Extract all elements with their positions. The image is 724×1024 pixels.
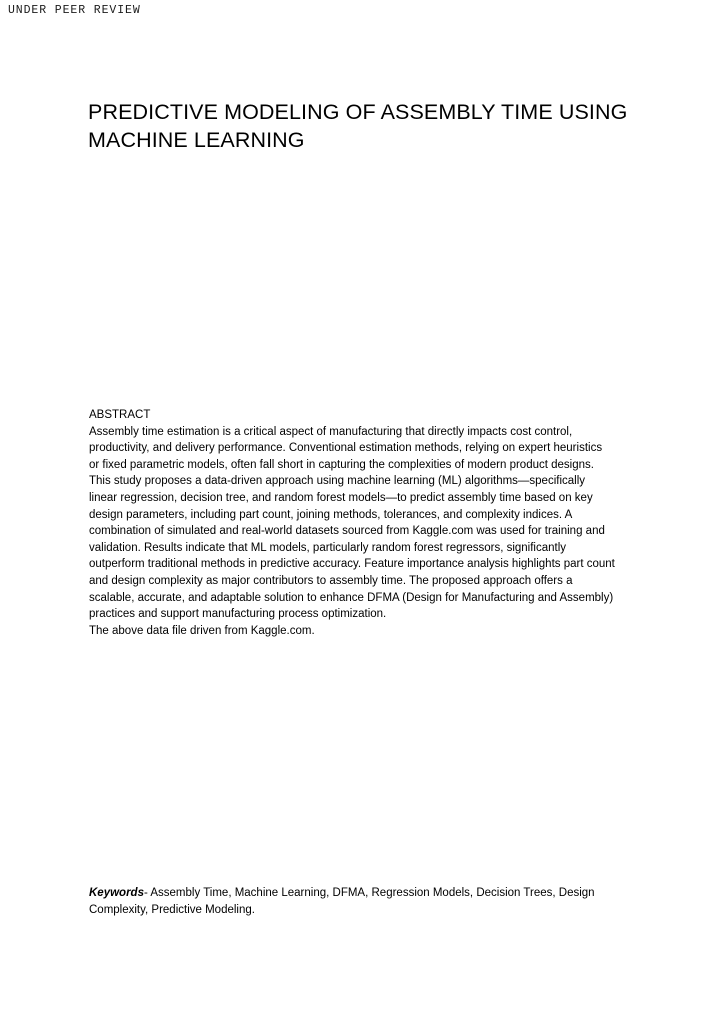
- abstract-line: practices and support manufacturing process optimization.: [89, 608, 387, 621]
- abstract-line: productivity, and delivery performance. Conventional estimation methods, relying on expert heuristics: [89, 442, 603, 455]
- abstract-section: [89, 407, 635, 639]
- abstract-line: The above data file driven from Kaggle.com.: [89, 624, 315, 637]
- abstract-line: combination of simulated and real-world datasets sourced from Kaggle.com was used for training and: [89, 525, 605, 538]
- keywords-label: Keywords: [89, 887, 144, 899]
- keywords-section: [89, 885, 639, 918]
- abstract-line: or fixed parametric models, often fall short in capturing the complexities of modern product designs.: [89, 458, 594, 471]
- keywords-text: - Assembly Time, Machine Learning, DFMA, Regression Models, Decision Trees, Design Complexity, Predictive Modeling.: [89, 887, 595, 916]
- abstract-line: This study proposes a data-driven approach using machine learning (ML) algorithms—specifically: [89, 475, 586, 488]
- abstract-line: outperform traditional methods in predictive accuracy. Feature importance analysis highlights part count: [89, 558, 615, 571]
- abstract-body: [89, 424, 635, 640]
- abstract-heading: ABSTRACT: [89, 409, 151, 421]
- abstract-line: Assembly time estimation is a critical aspect of manufacturing that directly impacts cost control,: [89, 425, 573, 438]
- abstract-line: and design complexity as major contributors to assembly time. The proposed approach offers a: [89, 574, 573, 587]
- abstract-line: scalable, accurate, and adaptable solution to enhance DFMA (Design for Manufacturing and Assembly): [89, 591, 614, 604]
- abstract-line: validation. Results indicate that ML models, particularly random forest regressors, significantly: [89, 541, 567, 554]
- abstract-line: design parameters, including part count, joining methods, tolerances, and complexity indices. A: [89, 508, 573, 521]
- abstract-line: linear regression, decision tree, and random forest models—to predict assembly time based on key: [89, 491, 593, 504]
- page-title: PREDICTIVE MODELING OF ASSEMBLY TIME USING MACHINE LEARNING: [88, 100, 628, 153]
- peer-review-stamp: UNDER PEER REVIEW: [8, 4, 141, 17]
